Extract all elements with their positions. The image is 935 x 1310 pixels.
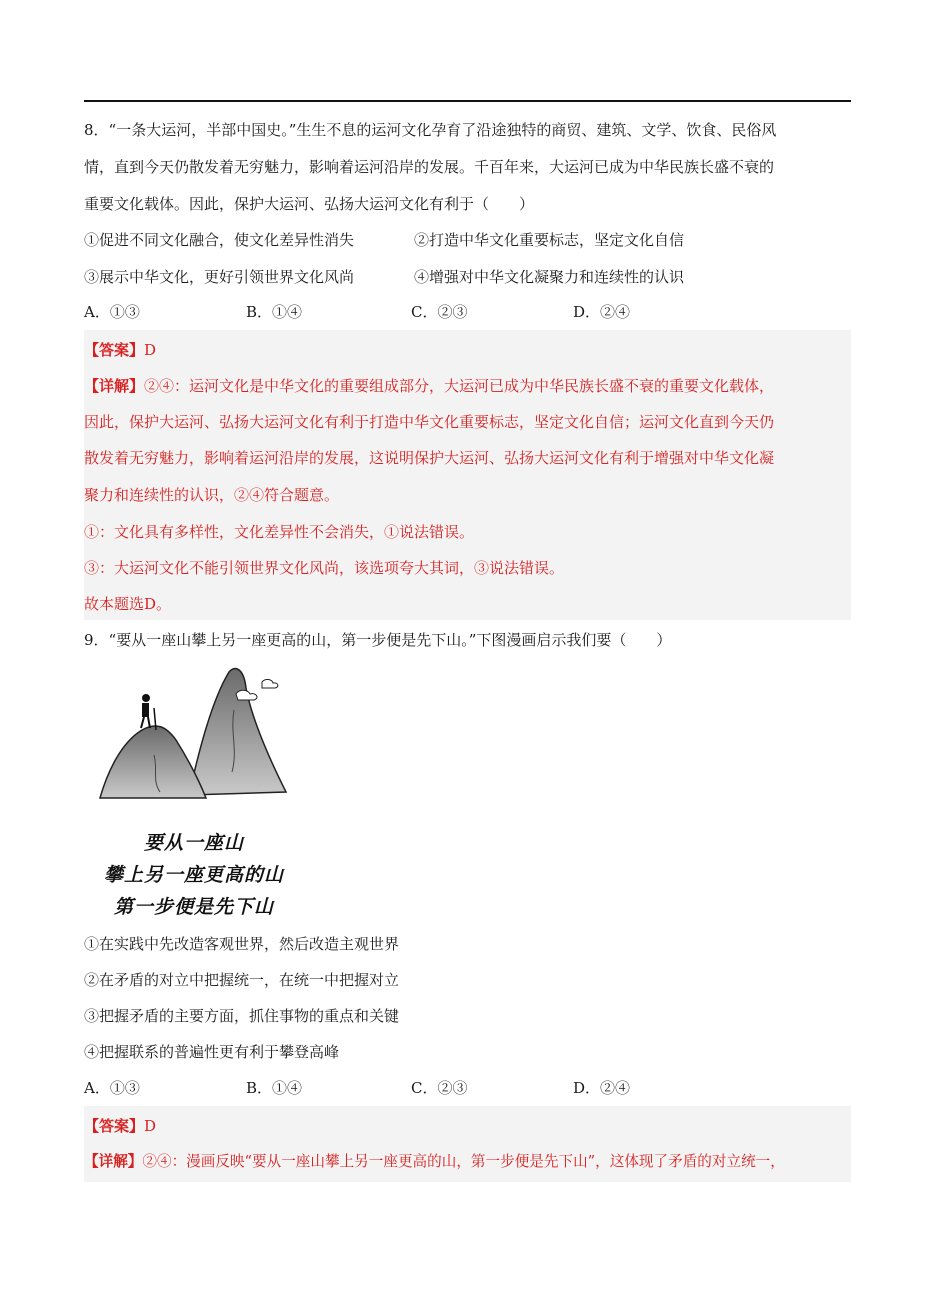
q8-detail-line-7: 故本题选D。 (84, 595, 172, 613)
q8-statement-3: ③展示中华文化，更好引领世界文化风尚 (84, 268, 355, 286)
q8-detail-line-2: 因此，保护大运河、弘扬大运河文化有利于打造中华文化重要标志，坚定文化自信；运河文化直到今天仍 (84, 413, 775, 431)
cartoon-caption-line-1: 要从一座山 (143, 832, 244, 854)
q8-detail-line-4: 聚力和连续性的认识，②④符合题意。 (84, 486, 340, 504)
q9-answer (84, 1116, 156, 1136)
q8-option-d: D．②④ (573, 303, 631, 321)
mountain-cartoon (94, 660, 294, 922)
q9-statement-2: ②在矛盾的对立中把握统一，在统一中把握对立 (84, 971, 400, 989)
q8-option-a: A．①③ (84, 303, 140, 321)
q8-stem-line-2: 情，直到今天仍散发着无穷魅力，影响着运河沿岸的发展。千百年来，大运河已成为中华民族长盛不衰的 (84, 158, 775, 176)
q8-stem-line-3: 重要文化载体。因此，保护大运河、弘扬大运河文化有利于（ ） (84, 195, 535, 213)
q9-statement-4: ④把握联系的普遍性更有利于攀登高峰 (84, 1043, 340, 1061)
q8-detail-line-6: ③：大运河文化不能引领世界文化风尚，该选项夸大其词，③说法错误。 (84, 559, 565, 577)
q9-statement-1: ①在实践中先改造客观世界，然后改造主观世界 (84, 935, 400, 953)
q9-statement-3: ③把握矛盾的主要方面，抓住事物的重点和关键 (84, 1007, 400, 1025)
cartoon-caption-line-2: 攀上另一座更高的山 (103, 864, 284, 886)
q8-detail-label: 【详解】 (84, 377, 145, 395)
q9-detail-line-1: 【详解】②④：漫画反映“要从一座山攀上另一座更高的山，第一步便是先下山”，这体现了矛盾的对立统一， (84, 1153, 785, 1170)
q9-option-d: D．②④ (573, 1079, 631, 1097)
q9-answer-label: 【答案】 (84, 1117, 145, 1135)
q8-option-c: C．②③ (411, 303, 468, 321)
q9-option-a: A．①③ (84, 1079, 140, 1097)
q8-answer (84, 340, 156, 360)
cartoon-caption-line-3: 第一步便是先下山 (113, 896, 274, 918)
header-rule (84, 100, 851, 102)
q8-detail-line-1: 【详解】②④：运河文化是中华文化的重要组成部分，大运河已成为中华民族长盛不衰的重要文化载体， (84, 377, 775, 395)
q8-statement-2: ②打造中华文化重要标志，坚定文化自信 (414, 231, 685, 249)
q8-statement-4: ④增强对中华文化凝聚力和连续性的认识 (414, 268, 685, 286)
q8-stem-line-1: 8．“一条大运河，半部中国史。”生生不息的运河文化孕育了沿途独特的商贸、建筑、文学、饮食、民俗风 (84, 121, 777, 139)
q9-detail-label: 【详解】 (84, 1153, 143, 1170)
q8-answer-label: 【答案】 (84, 341, 145, 359)
q8-option-b: B．①④ (246, 303, 303, 321)
q9-answer-value: D (144, 1117, 157, 1135)
q9-stem: 9．“要从一座山攀上另一座更高的山，第一步便是先下山。”下图漫画启示我们要（ ） (84, 631, 672, 649)
q9-option-b: B．①④ (246, 1079, 303, 1097)
q8-answer-value: D (144, 341, 157, 359)
q8-detail-line-5: ①：文化具有多样性，文化差异性不会消失，①说法错误。 (84, 523, 475, 541)
q9-option-c: C．②③ (411, 1079, 468, 1097)
q8-statement-1: ①促进不同文化融合，使文化差异性消失 (84, 231, 355, 249)
mountain-illustration-icon (94, 660, 294, 820)
q8-detail-line-3: 散发着无穷魅力，影响着运河沿岸的发展，这说明保护大运河、弘扬大运河文化有利于增强对中华文化凝 (84, 449, 775, 467)
